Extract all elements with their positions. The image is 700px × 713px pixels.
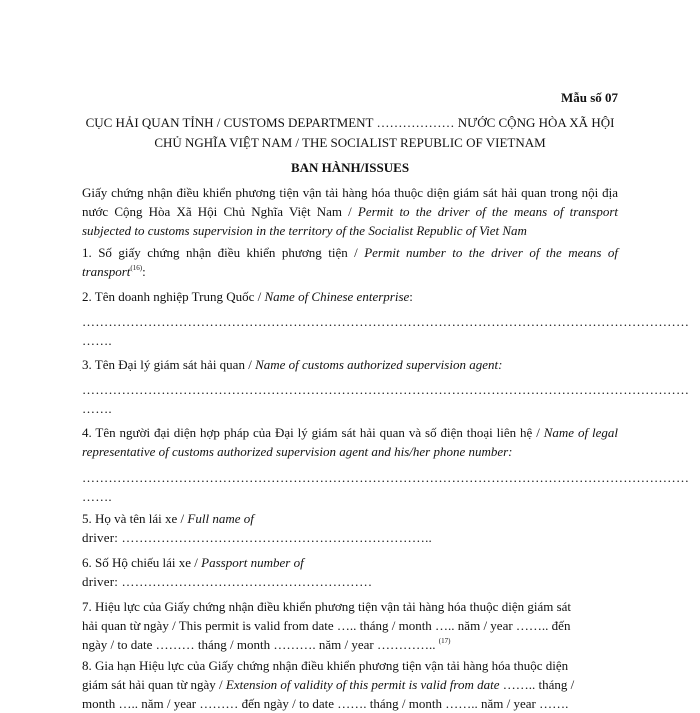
- footnote-ref-16: (16): [130, 264, 143, 272]
- item-8-line-2: giám sát hải quan từ ngày / Extension of validity of this permit is valid from date …….. tháng /: [82, 677, 575, 692]
- item-5-vi: 5. Họ và tên lái xe /: [82, 511, 188, 526]
- item-4: [82, 423, 618, 461]
- item-7-line-1: 7. Hiệu lực của Giấy chứng nhận điều khiển phương tiện vận tải hàng hóa thuộc diện giám sát: [82, 599, 572, 614]
- item-2-en: Name of Chinese enterprise: [264, 289, 410, 304]
- footnote-ref-17: (17): [438, 637, 451, 645]
- issues-title: BAN HÀNH/ISSUES: [290, 160, 410, 175]
- item-3-fill-end: …….: [82, 401, 112, 416]
- item-2-tail: :: [409, 289, 413, 304]
- item-4-fill-end: …….: [82, 489, 112, 504]
- item-4-vi: 4. Tên người đại diện hợp pháp của Đại lý giám sát hải quan và số điện thoại liên hệ /: [82, 425, 544, 440]
- item-6: [82, 553, 618, 572]
- item-7-line-2: hải quan từ ngày / This permit is valid from date ….. tháng / month ….. năm / year …….. đến: [82, 618, 571, 633]
- item-5-driver-line: driver: ……………………………………………………………..: [82, 530, 433, 545]
- item-6-vi: 6. Số Hộ chiếu lái xe /: [82, 555, 202, 570]
- item-6-driver-line: driver: …………………………………………………: [82, 574, 373, 589]
- intro-en: Permit to the driver of the means of transport subjected to customs supervision in the territory of the Socialist Republic of Viet Nam: [82, 204, 618, 238]
- item-3-fill-line: …………………………………………………………………………………………………………………………: [82, 382, 690, 397]
- item-7: [82, 597, 618, 654]
- item-6-en: Passport number of: [201, 555, 304, 570]
- document-heading: CỤC HẢI QUAN TỈNH / CUSTOMS DEPARTMENT ……………… NƯỚC CỘNG HÒA XÃ HỘI CHỦ NGHĨA VIỆT NAM / THE SOCIALIST REPUBLIC OF VIETNAM: [85, 115, 615, 150]
- item-5: [82, 509, 618, 528]
- item-1-tail: :: [142, 264, 146, 279]
- item-5-en: Full name of: [187, 511, 254, 526]
- intro-paragraph: [82, 183, 618, 240]
- item-8-line-3: month ….. năm / year ……… đến ngày / to date ……. tháng / month …….. năm / year …….: [82, 696, 569, 711]
- item-2-fill-line: …………………………………………………………………………………………………………………………: [82, 314, 690, 329]
- intro-vi: Giấy chứng nhận điều khiển phương tiện vận tải hàng hóa thuộc diện giám sát hải quan trong nội địa nước Cộng Hòa Xã Hội Chủ Nghĩa Việt Nam /: [82, 185, 618, 219]
- item-1: [82, 243, 618, 281]
- item-7-line-3: ngày / to date ……… tháng / month ………. năm / year ………….. $^{(17)}$: [82, 637, 451, 652]
- item-2-vi: 2. Tên doanh nghiệp Trung Quốc /: [82, 289, 265, 304]
- item-1-en: Permit number to the driver of the means of transport: [82, 245, 618, 279]
- item-3-vi: 3. Tên Đại lý giám sát hải quan /: [82, 357, 256, 372]
- form-number: Mẫu số 07: [560, 90, 618, 105]
- item-3: [82, 355, 618, 374]
- item-1-vi: 1. Số giấy chứng nhận điều khiển phương tiện /: [82, 245, 365, 260]
- item-4-en: Name of legal representative of customs authorized supervision agent and his/her phone number:: [82, 425, 618, 459]
- item-4-fill-line: …………………………………………………………………………………………………………………………: [82, 470, 690, 485]
- item-2: [82, 287, 618, 306]
- item-8-line-1: 8. Gia hạn Hiệu lực của Giấy chứng nhận điều khiển phương tiện vận tải hàng hóa thuộc diện: [82, 658, 569, 673]
- item-3-en: Name of customs authorized supervision agent:: [255, 357, 503, 372]
- item-8: [82, 656, 618, 713]
- item-2-fill-end: …….: [82, 333, 112, 348]
